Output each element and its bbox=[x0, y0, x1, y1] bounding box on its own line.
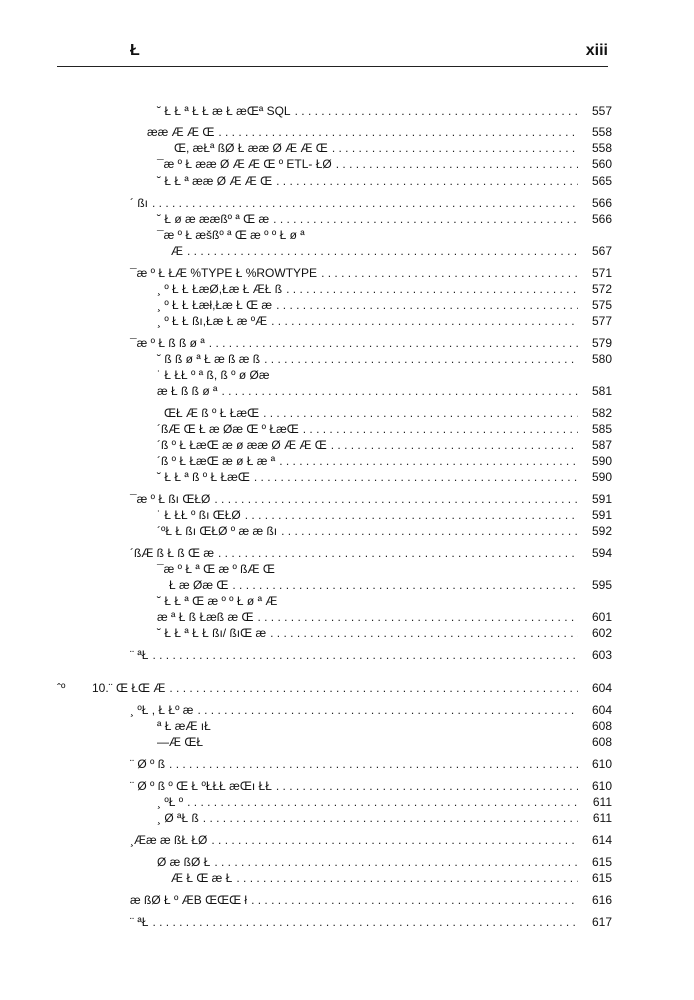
toc-entry-title: ˙ Ł ŁŁ º ª ß, ß º ø Øæ bbox=[157, 368, 270, 382]
toc-entry-title: Ø æ ßØ Ł bbox=[157, 855, 211, 869]
toc-entry-title: ˘ Ł Ł ª ß º Ł ŁæŒ bbox=[157, 470, 250, 484]
toc-entry-title: ˘ Ł Ł ª Œ æ º º Ł ø ª Æ bbox=[157, 594, 278, 608]
toc-entry-page: 614 bbox=[591, 833, 612, 847]
toc-entry[interactable] bbox=[130, 335, 612, 351]
toc-entry[interactable] bbox=[92, 680, 612, 696]
toc-entry-title: ¨ ªŁ bbox=[130, 648, 149, 662]
toc-dot-leader bbox=[276, 778, 578, 794]
toc-entry[interactable] bbox=[130, 892, 612, 908]
toc-dot-leader bbox=[169, 680, 578, 696]
toc-entry-title: ˘ Ł Ł ª ææ Ø Æ Æ Œ bbox=[157, 174, 273, 188]
toc-entry-title: Æ bbox=[171, 244, 183, 258]
toc-entry-page: 590 bbox=[591, 454, 612, 468]
toc-entry-page: 575 bbox=[591, 298, 612, 312]
toc-entry[interactable] bbox=[157, 103, 612, 119]
toc-entry-page: 592 bbox=[591, 524, 612, 538]
toc-entry-title: ´ßÆ Œ Ł æ Øæ Œ º ŁæŒ bbox=[157, 422, 299, 436]
toc-entry[interactable] bbox=[171, 243, 612, 259]
toc-dot-leader bbox=[279, 453, 578, 469]
toc-entry-page: 577 bbox=[591, 314, 612, 328]
toc-entry-title: ´ºŁ Ł ßı ŒŁØ º æ æ ßı bbox=[157, 524, 278, 538]
toc-entry[interactable] bbox=[157, 421, 612, 437]
toc-entry[interactable] bbox=[157, 227, 612, 243]
toc-dot-leader bbox=[211, 832, 578, 848]
toc-entry-page: 565 bbox=[591, 174, 612, 188]
running-header-page-number: xiii bbox=[585, 42, 608, 59]
toc-entry[interactable] bbox=[171, 870, 612, 886]
toc-entry-title: ¨ Ø º ß bbox=[130, 757, 166, 771]
toc-entry[interactable] bbox=[130, 647, 612, 663]
toc-entry[interactable] bbox=[130, 832, 612, 848]
toc-entry-page: 594 bbox=[591, 546, 612, 560]
toc-entry-title: æ ª Ł ß Łæß æ Œ bbox=[157, 610, 254, 624]
toc-entry[interactable] bbox=[157, 367, 612, 383]
toc-entry-title: ¸ Ø ªŁ ß bbox=[157, 811, 199, 825]
toc-dot-leader bbox=[221, 383, 578, 399]
toc-entry-page: 615 bbox=[591, 871, 612, 885]
toc-entry-page: 601 bbox=[591, 610, 612, 624]
toc-entry[interactable] bbox=[164, 405, 612, 421]
toc-dot-leader bbox=[263, 405, 578, 421]
toc-entry-page: 558 bbox=[591, 141, 612, 155]
toc-dot-leader bbox=[152, 195, 578, 211]
toc-entry-title: 10.¨ Œ ŁŒ Æ bbox=[92, 681, 166, 695]
toc-entry[interactable] bbox=[147, 124, 612, 140]
toc-entry-page: 557 bbox=[591, 104, 612, 118]
toc-entry[interactable] bbox=[157, 507, 612, 523]
toc-entry-page: 591 bbox=[591, 508, 612, 522]
toc-entry-title: ¯æ º Ł ß ß ø ª bbox=[130, 336, 205, 350]
toc-entry-title: ¨ ªŁ bbox=[130, 915, 149, 929]
toc-dot-leader bbox=[187, 794, 578, 810]
toc-entry-page: 615 bbox=[591, 855, 612, 869]
toc-entry-title: æ Ł ß ß ø ª bbox=[157, 384, 218, 398]
toc-dot-leader bbox=[197, 702, 578, 718]
toc-entry-page: 610 bbox=[591, 757, 612, 771]
toc-entry-title: —Æ ŒŁ bbox=[157, 735, 204, 749]
toc-entry-title: ˘ Ł Ł ª Ł Ł æ Ł æŒª SQL bbox=[157, 104, 291, 118]
toc-dot-leader bbox=[286, 281, 578, 297]
toc-entry-page: 587 bbox=[591, 438, 612, 452]
toc-entry-title: ˘ ß ß ø ª Ł æ ß æ ß bbox=[157, 352, 261, 366]
toc-dot-leader bbox=[251, 892, 578, 908]
toc-entry-page: 611 bbox=[592, 811, 612, 825]
toc-entry-page: 566 bbox=[591, 212, 612, 226]
toc-entry[interactable] bbox=[130, 702, 612, 718]
toc-dot-leader bbox=[273, 211, 578, 227]
toc-entry-title: ´ ßı bbox=[130, 196, 148, 210]
toc-dot-leader bbox=[331, 437, 578, 453]
toc-entry-page: 571 bbox=[591, 266, 612, 280]
toc-entry-title: Œ, æŁª ßØ Ł ææ Ø Æ Æ Œ bbox=[174, 141, 328, 155]
toc-entry[interactable] bbox=[130, 491, 612, 507]
toc-dot-leader bbox=[281, 523, 578, 539]
toc-entry-page: 585 bbox=[591, 422, 612, 436]
toc-dot-leader bbox=[218, 124, 578, 140]
toc-entry[interactable] bbox=[157, 351, 612, 367]
toc-entry-page: 567 bbox=[591, 244, 612, 258]
toc-dot-leader bbox=[236, 870, 578, 886]
toc-dot-leader bbox=[295, 103, 578, 119]
toc-entry[interactable] bbox=[130, 778, 612, 794]
toc-dot-leader bbox=[152, 914, 578, 930]
toc-entry-title: ´ß º Ł ŁæŒ æ ø ææ Ø Æ Æ Œ bbox=[157, 438, 327, 452]
toc-entry-page: 616 bbox=[591, 893, 612, 907]
toc-entry-page: 560 bbox=[591, 157, 612, 171]
toc-entry-title: ¸Ææ æ ßŁ ŁØ bbox=[130, 833, 208, 847]
toc-entry[interactable] bbox=[130, 914, 612, 930]
toc-dot-leader bbox=[214, 854, 578, 870]
toc-entry-title: ¨ Ø º ß º Œ Ł ºŁŁŁ æŒı ŁŁ bbox=[130, 779, 272, 793]
toc-entry-title: ¯æ º Ł ŁÆ %TYPE Ł %ROWTYPE bbox=[130, 266, 318, 280]
toc-entry-page: 591 bbox=[591, 492, 612, 506]
toc-entry-page: 579 bbox=[591, 336, 612, 350]
running-header-left: Ł bbox=[130, 42, 140, 59]
toc-dot-leader bbox=[332, 140, 578, 156]
toc-entry-title: ŒŁ Æ ß º Ł ŁæŒ bbox=[164, 406, 260, 420]
toc-entry-page: 611 bbox=[592, 795, 612, 809]
toc-entry[interactable] bbox=[130, 756, 612, 772]
toc-entry[interactable] bbox=[157, 854, 612, 870]
toc-entry-title: ˘ Ł ø æ ææßº ª Œ æ bbox=[157, 212, 270, 226]
toc-dot-leader bbox=[271, 313, 578, 329]
toc-entry[interactable] bbox=[157, 281, 612, 297]
toc-dot-leader bbox=[152, 647, 578, 663]
toc-dot-leader bbox=[257, 609, 578, 625]
toc-entry[interactable] bbox=[157, 469, 612, 485]
toc-entry-title: ¯æ º Ł ª Œ æ º ßÆ Œ bbox=[157, 562, 275, 576]
toc-dot-leader bbox=[303, 421, 578, 437]
toc-entry-title: ¸ º Ł Ł ŁæØ,Łæ Ł ÆŁ ß bbox=[157, 282, 283, 296]
toc-entry-page: 608 bbox=[591, 719, 612, 733]
toc-dot-leader bbox=[264, 351, 578, 367]
toc-dot-leader bbox=[169, 756, 578, 772]
toc-entry-page: 580 bbox=[591, 352, 612, 366]
toc-entry[interactable] bbox=[157, 297, 612, 313]
chapter-marker: ˆº bbox=[57, 681, 66, 695]
toc-dot-leader bbox=[254, 469, 578, 485]
toc-entry[interactable] bbox=[157, 211, 612, 227]
toc-entry[interactable] bbox=[157, 625, 612, 641]
toc-entry[interactable] bbox=[157, 453, 612, 469]
toc-entry[interactable] bbox=[130, 545, 612, 561]
toc-entry[interactable] bbox=[157, 593, 612, 609]
toc-entry-title: ˘ Ł Ł ª Ł Ł ßı/ ßıŒ æ bbox=[157, 626, 267, 640]
toc-entry[interactable] bbox=[157, 561, 612, 577]
toc-entry[interactable] bbox=[157, 734, 612, 750]
toc-entry-page: 582 bbox=[591, 406, 612, 420]
toc-dot-leader bbox=[245, 507, 578, 523]
toc-dot-leader bbox=[321, 265, 578, 281]
toc-entry-page: 581 bbox=[591, 384, 612, 398]
toc-dot-leader bbox=[203, 810, 578, 826]
toc-entry-page: 558 bbox=[591, 125, 612, 139]
toc-dot-leader bbox=[214, 491, 578, 507]
toc-entry[interactable] bbox=[157, 313, 612, 329]
toc-dot-leader bbox=[336, 156, 578, 172]
toc-entry-title: ¸ º Ł Ł Łæł,Łæ Ł Œ æ bbox=[157, 298, 273, 312]
toc-dot-leader bbox=[276, 173, 578, 189]
toc-entry-page: 617 bbox=[591, 915, 612, 929]
toc-entry[interactable] bbox=[130, 195, 612, 211]
toc-entry-page: 604 bbox=[591, 681, 612, 695]
toc-entry-title: ˙ Ł ŁŁ º ßı ŒŁØ bbox=[157, 508, 241, 522]
toc-entry[interactable] bbox=[169, 577, 612, 593]
toc-entry-page: 566 bbox=[591, 196, 612, 210]
toc-entry[interactable] bbox=[157, 383, 612, 399]
toc-entry[interactable] bbox=[157, 173, 612, 189]
toc-entry-page: 595 bbox=[591, 578, 612, 592]
toc-entry-title: ¯æ º Ł ææ Ø Æ Æ Œ º ETL- ŁØ bbox=[157, 157, 332, 171]
toc-entry-page: 590 bbox=[591, 470, 612, 484]
toc-dot-leader bbox=[218, 545, 578, 561]
toc-dot-leader bbox=[276, 297, 578, 313]
toc-entry-page: 602 bbox=[591, 626, 612, 640]
toc-dot-leader bbox=[209, 335, 578, 351]
toc-dot-leader bbox=[270, 625, 578, 641]
toc-entry-title: Æ Ł Œ æ Ł bbox=[171, 871, 233, 885]
toc-entry-title: ´ß º Ł ŁæŒ æ ø Ł æ ª bbox=[157, 454, 276, 468]
toc-entry-title: ¯æ º Ł ßı ŒŁØ bbox=[130, 492, 211, 506]
toc-entry[interactable] bbox=[130, 265, 612, 281]
toc-dot-leader bbox=[232, 577, 578, 593]
toc-dot-leader bbox=[187, 243, 578, 259]
toc-entry-title: ¯æ º Ł æšßº ª Œ æ º º Ł ø ª bbox=[157, 228, 305, 242]
toc-entry-title: ¸ ºŁ º bbox=[157, 795, 184, 809]
toc-entry-page: 572 bbox=[591, 282, 612, 296]
toc-entry-title: ¸ ºŁ , Ł Łº æ bbox=[130, 703, 194, 717]
toc-entry-page: 610 bbox=[591, 779, 612, 793]
toc-entry-title: ª Ł æÆ ıŁ bbox=[157, 719, 211, 733]
toc-entry[interactable] bbox=[157, 810, 612, 826]
toc-entry[interactable] bbox=[157, 523, 612, 539]
toc-entry-title: ¸ º Ł Ł ßı,Łæ Ł æ ºÆ bbox=[157, 314, 268, 328]
toc-entry-page: 604 bbox=[591, 703, 612, 717]
toc-entry-title: ææ Æ Æ Œ bbox=[147, 125, 215, 139]
toc-entry-page: 608 bbox=[591, 735, 612, 749]
toc-entry[interactable] bbox=[157, 609, 612, 625]
toc-entry[interactable] bbox=[157, 437, 612, 453]
toc-entry[interactable] bbox=[174, 140, 612, 156]
toc-entry[interactable] bbox=[157, 156, 612, 172]
toc-entry-title: ´ßÆ ß Ł ß Œ æ bbox=[130, 546, 214, 560]
toc-entry-page: 603 bbox=[591, 648, 612, 662]
toc-entry-title: æ ßØ Ł º ÆB ŒŒŒ ł bbox=[130, 893, 248, 907]
toc-entry[interactable] bbox=[157, 718, 612, 734]
toc-entry-title: Ł æ Øæ Œ bbox=[169, 578, 229, 592]
toc-entry[interactable] bbox=[157, 794, 612, 810]
